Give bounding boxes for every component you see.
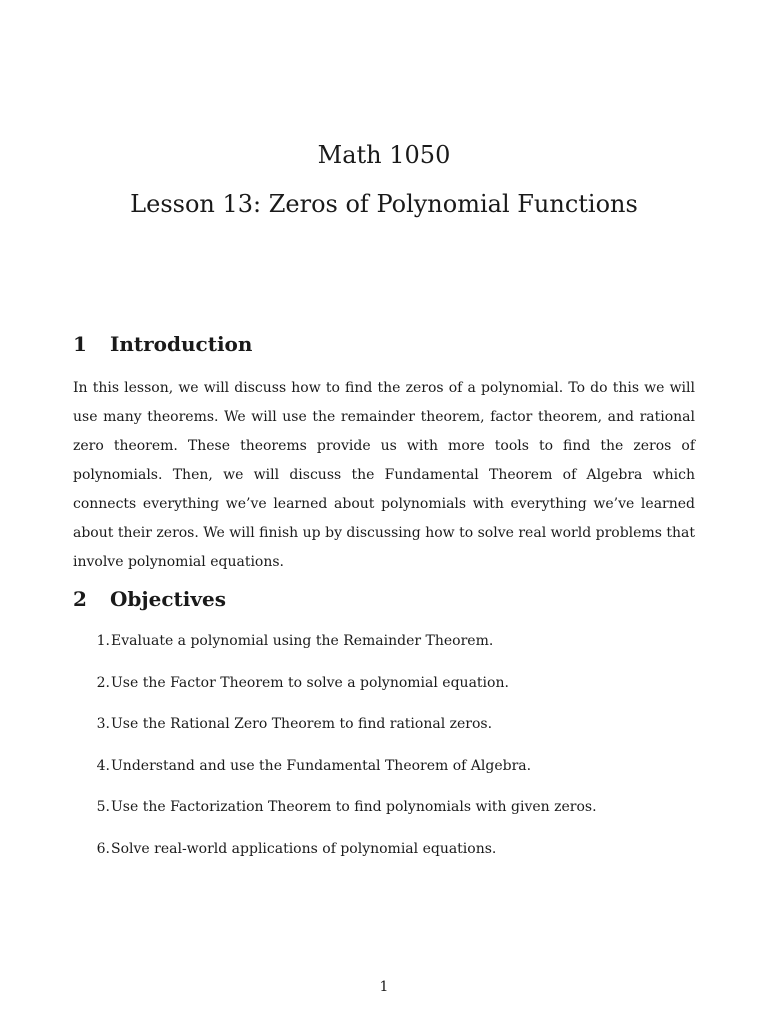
objective-number: 5.	[96, 799, 110, 815]
objectives-section	[73, 585, 695, 880]
objective-number: 3.	[96, 716, 110, 732]
objective-number: 1.	[96, 633, 110, 649]
section-number: 1	[73, 332, 87, 356]
section-title: Introduction	[110, 332, 253, 356]
introduction-paragraph: In this lesson, we will discuss how to find the zeros of a polynomial. To do this we will use many theorems. We will use the remainder theorem, factor theorem, and rational zero theorem. These theorems provide us with more tools to find the zeros of polynomials. Then, we will discuss the Fundamental Theorem of Algebra which connects everything we’ve learned about polynomials with everything we’ve learned about their zeros. We will finish up by discussing how to solve real world problems that involve polynomial equations.	[73, 380, 695, 570]
objective-text: Use the Rational Zero Theorem to find rational zeros.	[111, 716, 493, 732]
section-heading-objectives	[73, 585, 695, 613]
objective-text: Understand and use the Fundamental Theorem of Algebra.	[111, 757, 532, 774]
objective-number: 6.	[96, 840, 110, 857]
title-block	[0, 138, 768, 221]
objective-text: Use the Factorization Theorem to find polynomials with given zeros.	[111, 799, 597, 815]
objective-item	[73, 839, 695, 859]
objective-number: 4.	[96, 757, 110, 774]
objective-item	[73, 714, 695, 734]
objective-item	[73, 631, 695, 651]
objective-text: Solve real-world applications of polynomial equations.	[111, 840, 497, 857]
objective-number: 2.	[96, 674, 110, 691]
section-number: 2	[73, 587, 87, 611]
objective-item	[73, 756, 695, 776]
lesson-title: Lesson 13: Zeros of Polynomial Functions	[130, 190, 638, 218]
objective-item	[73, 797, 695, 817]
section-title: Objectives	[110, 587, 226, 611]
objective-text: Use the Factor Theorem to solve a polynomial equation.	[111, 674, 509, 691]
section-heading-introduction	[73, 330, 695, 358]
page-number: 1	[379, 979, 389, 995]
objective-text: Evaluate a polynomial using the Remainder Theorem.	[111, 633, 494, 649]
course-title: Math 1050	[317, 141, 451, 169]
introduction-section	[73, 330, 695, 577]
objectives-list	[73, 631, 695, 859]
objective-item	[73, 673, 695, 693]
